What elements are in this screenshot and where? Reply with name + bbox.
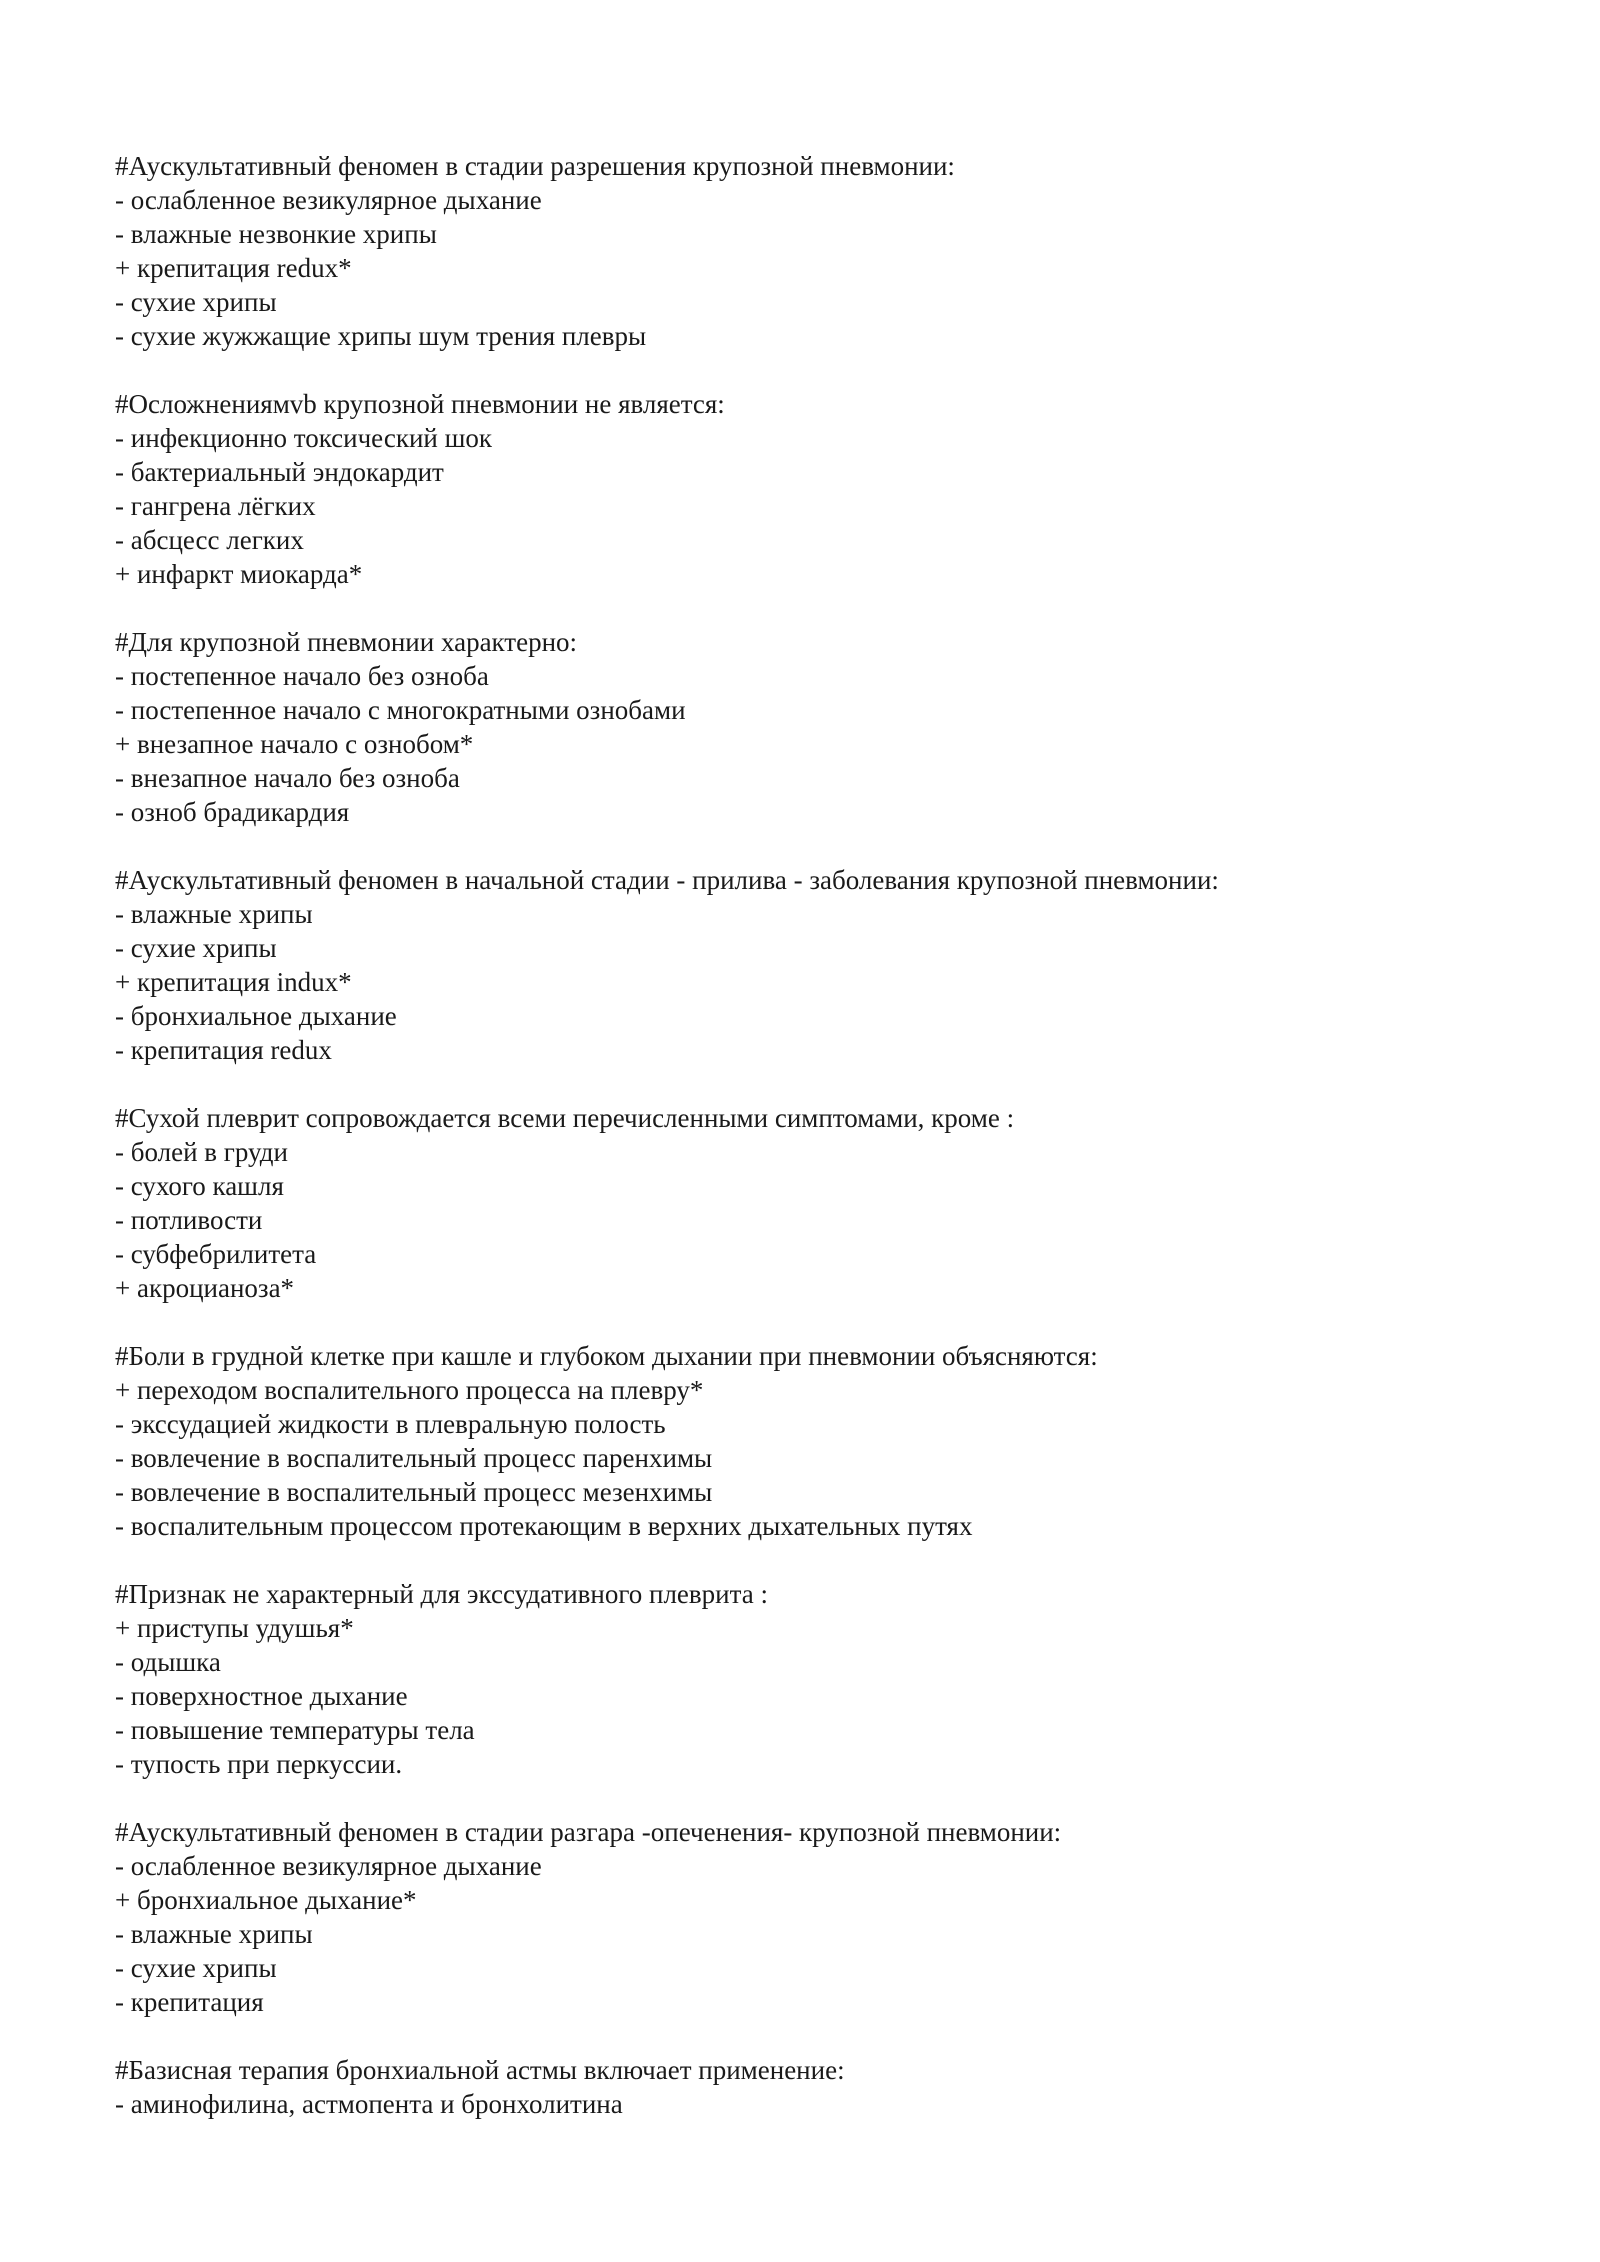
answer-option: - поверхностное дыхание: [115, 1681, 408, 1711]
document-page: [115, 149, 1555, 2155]
answer-option: - потливости: [115, 1205, 263, 1235]
answer-option-correct: + инфаркт миокарда*: [115, 559, 363, 589]
question-title: #Осложнениямvb крупозной пневмонии не является:: [115, 389, 725, 419]
question-title: #Признак не характерный для экссудативного плеврита :: [115, 1579, 768, 1609]
answer-option: - озноб брадикардия: [115, 797, 350, 827]
answer-option: - ослабленное везикулярное дыхание: [115, 185, 542, 215]
answer-option: - бронхиальное дыхание: [115, 1001, 397, 1031]
answer-option-correct: + крепитация redux*: [115, 253, 352, 283]
question-block: [115, 387, 1555, 591]
answer-option: - сухие хрипы: [115, 933, 277, 963]
question-block: [115, 2053, 1555, 2121]
answer-option: - абсцесс легких: [115, 525, 304, 555]
answer-option: - повышение температуры тела: [115, 1715, 475, 1745]
question-title: #Боли в грудной клетке при кашле и глубоком дыхании при пневмонии объясняются:: [115, 1341, 1098, 1371]
answer-option: - постепенное начало без озноба: [115, 661, 489, 691]
question-title: #Для крупозной пневмонии характерно:: [115, 627, 578, 657]
answer-option: - сухие хрипы: [115, 1953, 277, 1983]
answer-option: - влажные незвонкие хрипы: [115, 219, 437, 249]
answer-option: - влажные хрипы: [115, 899, 313, 929]
answer-option: - воспалительным процессом протекающим в верхних дыхательных путях: [115, 1511, 973, 1541]
answer-option: - вовлечение в воспалительный процесс паренхимы: [115, 1443, 713, 1473]
answer-option: - гангрена лёгких: [115, 491, 316, 521]
answer-option-correct: + внезапное начало с ознобом*: [115, 729, 474, 759]
answer-option: - сухие жужжащие хрипы шум трения плевры: [115, 321, 647, 351]
answer-option: - крепитация redux: [115, 1035, 332, 1065]
answer-option: - аминофилина, астмопента и бронхолитина: [115, 2089, 623, 2119]
answer-option: - вовлечение в воспалительный процесс мезенхимы: [115, 1477, 713, 1507]
answer-option: - крепитация: [115, 1987, 264, 2017]
answer-option-correct: + бронхиальное дыхание*: [115, 1885, 417, 1915]
answer-option: - постепенное начало с многократными ознобами: [115, 695, 686, 725]
answer-option: - одышка: [115, 1647, 221, 1677]
question-title: #Аускультативный феномен в стадии разгара -опеченения- крупозной пневмонии:: [115, 1817, 1062, 1847]
question-block: [115, 863, 1555, 1067]
answer-option-correct: + крепитация indux*: [115, 967, 352, 997]
answer-option: - экссудацией жидкости в плевральную полость: [115, 1409, 666, 1439]
answer-option-correct: + приступы удушья*: [115, 1613, 354, 1643]
question-title: #Аускультативный феномен в начальной стадии - прилива - заболевания крупозной пневмонии:: [115, 865, 1219, 895]
question-block: [115, 1339, 1555, 1543]
question-block: [115, 1101, 1555, 1305]
question-block: [115, 625, 1555, 829]
answer-option: - сухие хрипы: [115, 287, 277, 317]
answer-option: - инфекционно токсический шок: [115, 423, 492, 453]
answer-option: - болей в груди: [115, 1137, 288, 1167]
question-block: [115, 1577, 1555, 1781]
question-block: [115, 1815, 1555, 2019]
answer-option: - влажные хрипы: [115, 1919, 313, 1949]
answer-option: - ослабленное везикулярное дыхание: [115, 1851, 542, 1881]
answer-option: - субфебрилитета: [115, 1239, 317, 1269]
question-block: [115, 149, 1555, 353]
question-title: #Сухой плеврит сопровождается всеми перечисленными симптомами, кроме :: [115, 1103, 1015, 1133]
answer-option: - сухого кашля: [115, 1171, 284, 1201]
question-title: #Базисная терапия бронхиальной астмы включает применение:: [115, 2055, 845, 2085]
answer-option: - бактериальный эндокардит: [115, 457, 444, 487]
answer-option: - внезапное начало без озноба: [115, 763, 460, 793]
answer-option-correct: + акроцианоза*: [115, 1273, 295, 1303]
question-title: #Аускультативный феномен в стадии разрешения крупозной пневмонии:: [115, 151, 955, 181]
answer-option-correct: + переходом воспалительного процесса на плевру*: [115, 1375, 704, 1405]
answer-option: - тупость при перкуссии.: [115, 1749, 403, 1779]
